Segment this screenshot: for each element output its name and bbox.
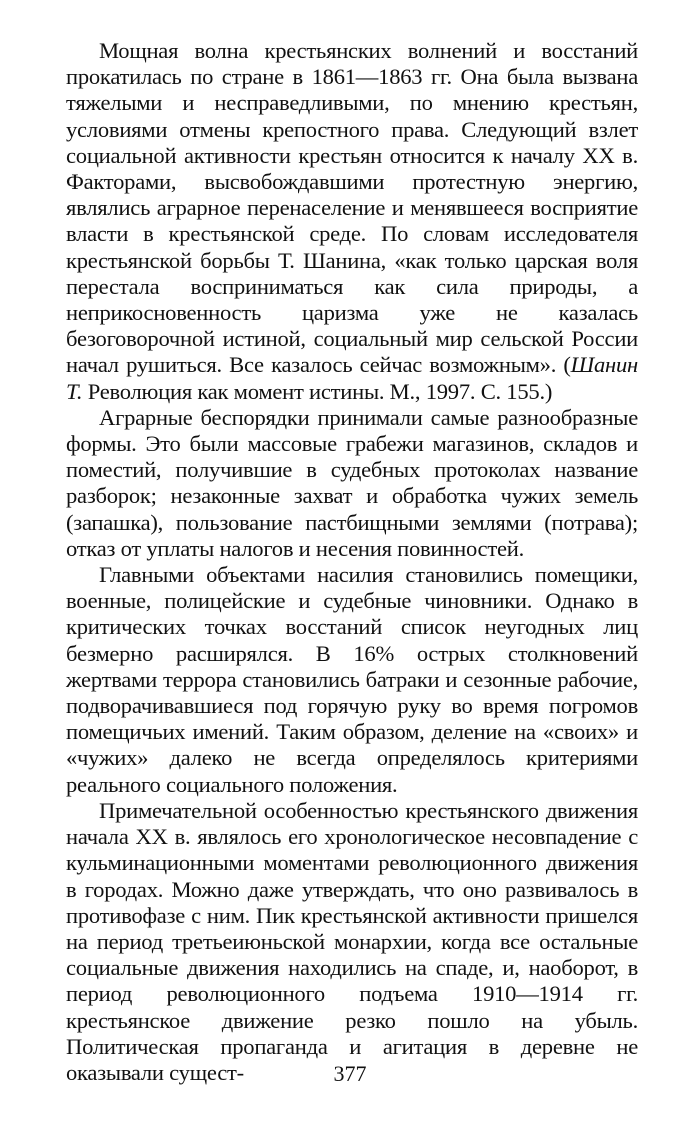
- citation-source: Революция как момент истины. М., 1997. С. 155.): [82, 378, 553, 404]
- page-number: 377: [333, 1061, 367, 1086]
- paragraph-2: Аграрные беспорядки принимали самые разнообразные формы. Это были массовые грабежи магазинов, складов и поместий, получившие в судебных протоколах название разборок; незаконные захват и обработка чужих земель (запашка), пользование пастбищными землями (потрава); отказ от уплаты налогов и несения повинностей.: [66, 404, 638, 561]
- paragraph-3: Главными объектами насилия становились помещики, военные, полицейские и судебные чиновники. Однако в критических точках восстаний список неугодных лиц безмерно расширялся. В 16% острых столкновений жертвами террора становились батраки и сезонные рабочие, подворачивавшиеся под горячую руку во время погромов помещичьих имений. Таким образом, деление на «своих» и «чужих» далеко не всегда определялось критериями реального социального положения.: [66, 562, 638, 797]
- paragraph-1-text: Мощная волна крестьянских волнений и восстаний прокатилась по стране в 1861—1863 гг. Она была вызвана тяжелыми и несправедливыми, по мнению крестьян, условиями отмены крепостного права. Следующий взлет социальной активности крестьян относится к началу XX в. Факторами, высвобождавшими протестную энергию, являлись аграрное перенаселение и менявшееся восприятие власти в крестьянской среде. По словам исследователя крестьянской борьбы Т. Шанина, «как только царская воля перестала восприниматься как сила природы, а неприкосновенность царизма уже не казалась безоговорочной истиной, социальный мир сельской России начал рушиться. Все казалось сейчас возможным». (: [66, 38, 638, 378]
- citation-author: Шанин Т.: [66, 352, 638, 404]
- page-body: [66, 38, 638, 1086]
- paragraph-4: Примечательной особенностью крестьянского движения начала XX в. являлось его хронологическое несовпадение с кульминационными моментами революционного движения в городах. Можно даже утверждать, что оно развивалось в противофазе с ним. Пик крестьянской активности пришелся на период третьеиюньской монархии, когда все остальные социальные движения находились на спаде, и, наоборот, в период революционного подъема 1910—1914 гг. крестьянское движение резко пошло на убыль. Политическая пропаганда и агитация в деревне не оказывали сущест-: [66, 797, 638, 1085]
- paragraph-1: [66, 38, 638, 405]
